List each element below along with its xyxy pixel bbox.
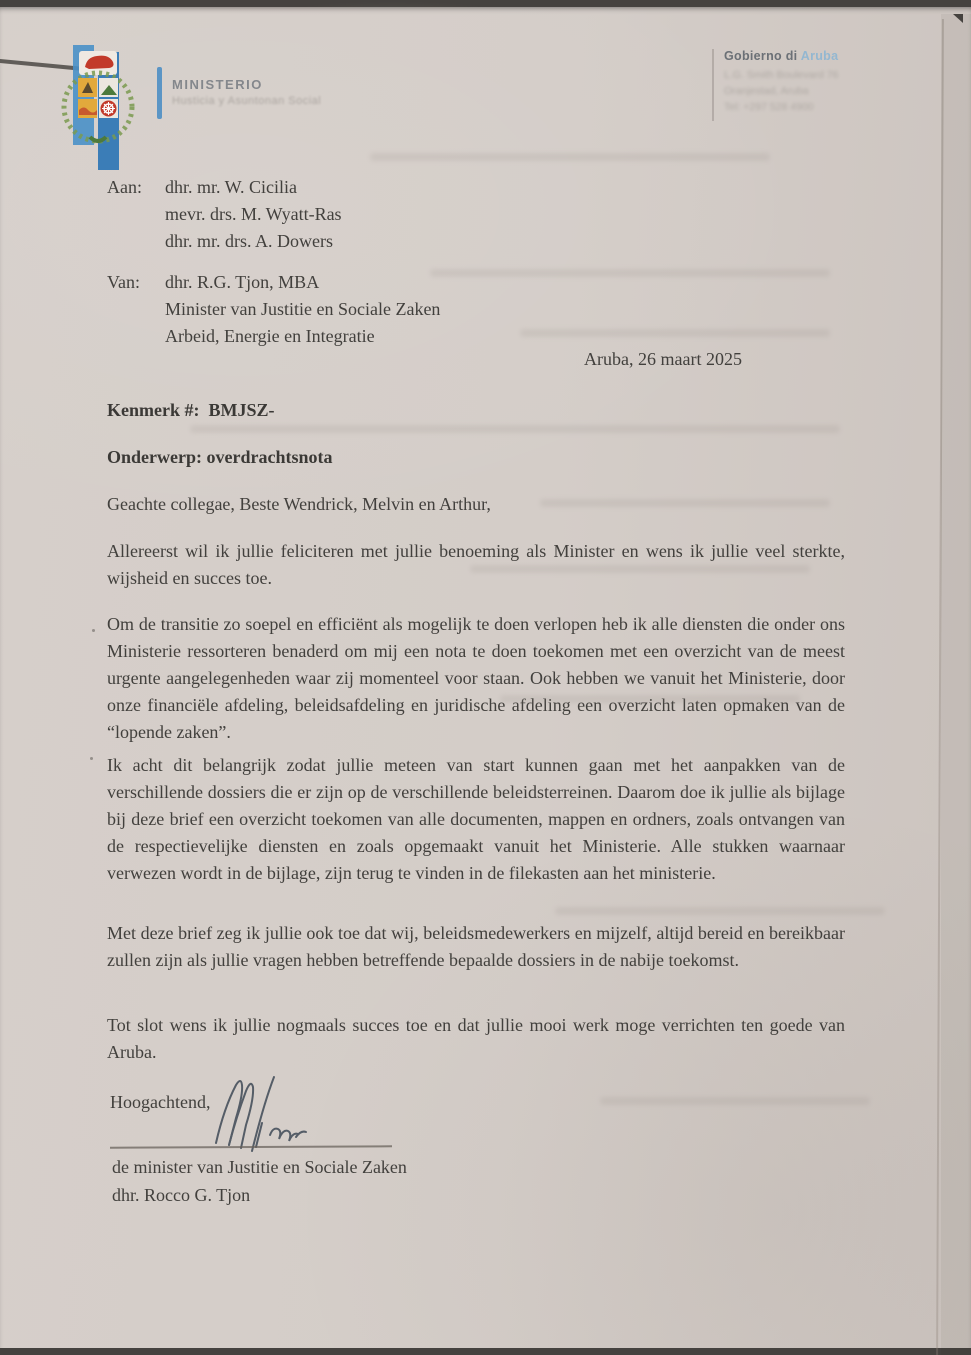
to-line: mevr. drs. M. Wyatt-Ras [165, 204, 342, 224]
scan-speck [92, 629, 95, 632]
paper-sheet [0, 7, 971, 1348]
from-line: Minister van Justitie en Sociale Zaken [165, 299, 441, 319]
bleed-through [430, 269, 830, 277]
corner-fold [953, 14, 963, 23]
to-label: Aan: [107, 177, 142, 197]
bleed-through [555, 907, 885, 915]
bleed-through [540, 499, 830, 507]
dateline: Aruba, 26 maart 2025 [584, 349, 742, 369]
bleed-through [500, 695, 800, 703]
contact-line: Oranjestad, Aruba [724, 85, 809, 97]
handwritten-signature [196, 1073, 386, 1153]
signer-title: de minister van Justitie en Sociale Zaken [112, 1157, 407, 1177]
paragraph: Om de transitie zo soepel en efficiënt als mogelijk te doen verlopen heb ik alle diensten die onder ons Ministerie ressorteren benaderd om mij een nota te doen toekomen met een overzicht van de meest urgente aangelegenheden waar zij momenteel voor staan. Ook hebben we vanuit het Ministerie, door onze financiële afdeling, beleidsafdeling en juridische afdeling een overzicht laten opmaken van de “lopende zaken”. [107, 614, 845, 742]
bleed-through [600, 1097, 870, 1105]
paragraph: Met deze brief zeg ik jullie ook toe dat wij, beleidsmedewerkers en mijzelf, altijd bereid en bereikbaar zullen zijn als jullie vragen hebben betreffende bepaalde dossiers in de nabije toekomst. [107, 923, 845, 970]
subject-value: overdrachtsnota [206, 447, 333, 467]
contact-line: L.G. Smith Boulevard 76 [724, 69, 839, 81]
to-line: dhr. mr. drs. A. Dowers [165, 231, 333, 251]
ministry-title: MINISTERIO [172, 77, 263, 92]
addressee-block [107, 174, 607, 255]
government-title-accent: Aruba [800, 49, 839, 63]
from-line: Arbeid, Energie en Integratie [165, 326, 375, 346]
wordmark-divider-bar [157, 67, 162, 119]
reference-line [107, 397, 275, 424]
letterhead-rule [712, 49, 714, 121]
reference-label: Kenmerk #: [107, 400, 200, 420]
bleed-through [520, 329, 830, 337]
from-line: dhr. R.G. Tjon, MBA [165, 272, 320, 292]
sender-block [107, 269, 667, 350]
government-title [724, 49, 838, 63]
contact-line: Tel: +297 528 4900 [724, 101, 814, 113]
subject-line [107, 444, 332, 471]
from-label: Van: [107, 272, 140, 292]
subject-label: Onderwerp: [107, 447, 202, 467]
paragraph: Tot slot wens ik jullie nogmaals succes toe en dat jullie mooi werk moge verrichten ten goede van Aruba. [107, 1015, 845, 1062]
from-lines [165, 269, 667, 350]
salutation: Geachte collegae, Beste Wendrick, Melvin en Arthur, [107, 494, 491, 514]
ministry-subtitle: Husticia y Asuntonan Social [172, 95, 322, 107]
bleed-through [190, 425, 840, 433]
government-title-prefix: Gobierno di [724, 49, 801, 63]
to-lines [165, 174, 607, 255]
bleed-through [470, 565, 810, 573]
letterhead-contact-lines [724, 67, 838, 115]
aruba-coat-of-arms [55, 45, 145, 175]
closing: Hoogachtend, [110, 1092, 211, 1112]
paragraph: Allereerst wil ik jullie feliciteren met jullie benoeming als Minister en wens ik jullie veel sterkte, wijsheid en succes toe. [107, 541, 845, 588]
reference-value: BMJSZ- [208, 400, 275, 420]
scan-speck [90, 757, 93, 760]
paragraph: Ik acht dit belangrijk zodat jullie meteen van start kunnen gaan met het aanpakken van de verschillende dossiers die er zijn op de verschillende beleidsterreinen. Daarom doe ik jullie als bijlage bij deze brief een overzicht toekomen van alle documenten, mappen en ordners, zoals ontvangen van de respectievelijke diensten en zoals opgemaakt vanuit het Ministerie. Alle stukken waarnaar verwezen wordt in de bijlage, zijn terug te vinden in de filekasten aan het ministerie. [107, 755, 845, 883]
signer-name: dhr. Rocco G. Tjon [112, 1185, 251, 1205]
paper-crease-shadow [941, 14, 971, 1355]
to-line: dhr. mr. W. Cicilia [165, 177, 298, 197]
bleed-through [370, 153, 770, 161]
